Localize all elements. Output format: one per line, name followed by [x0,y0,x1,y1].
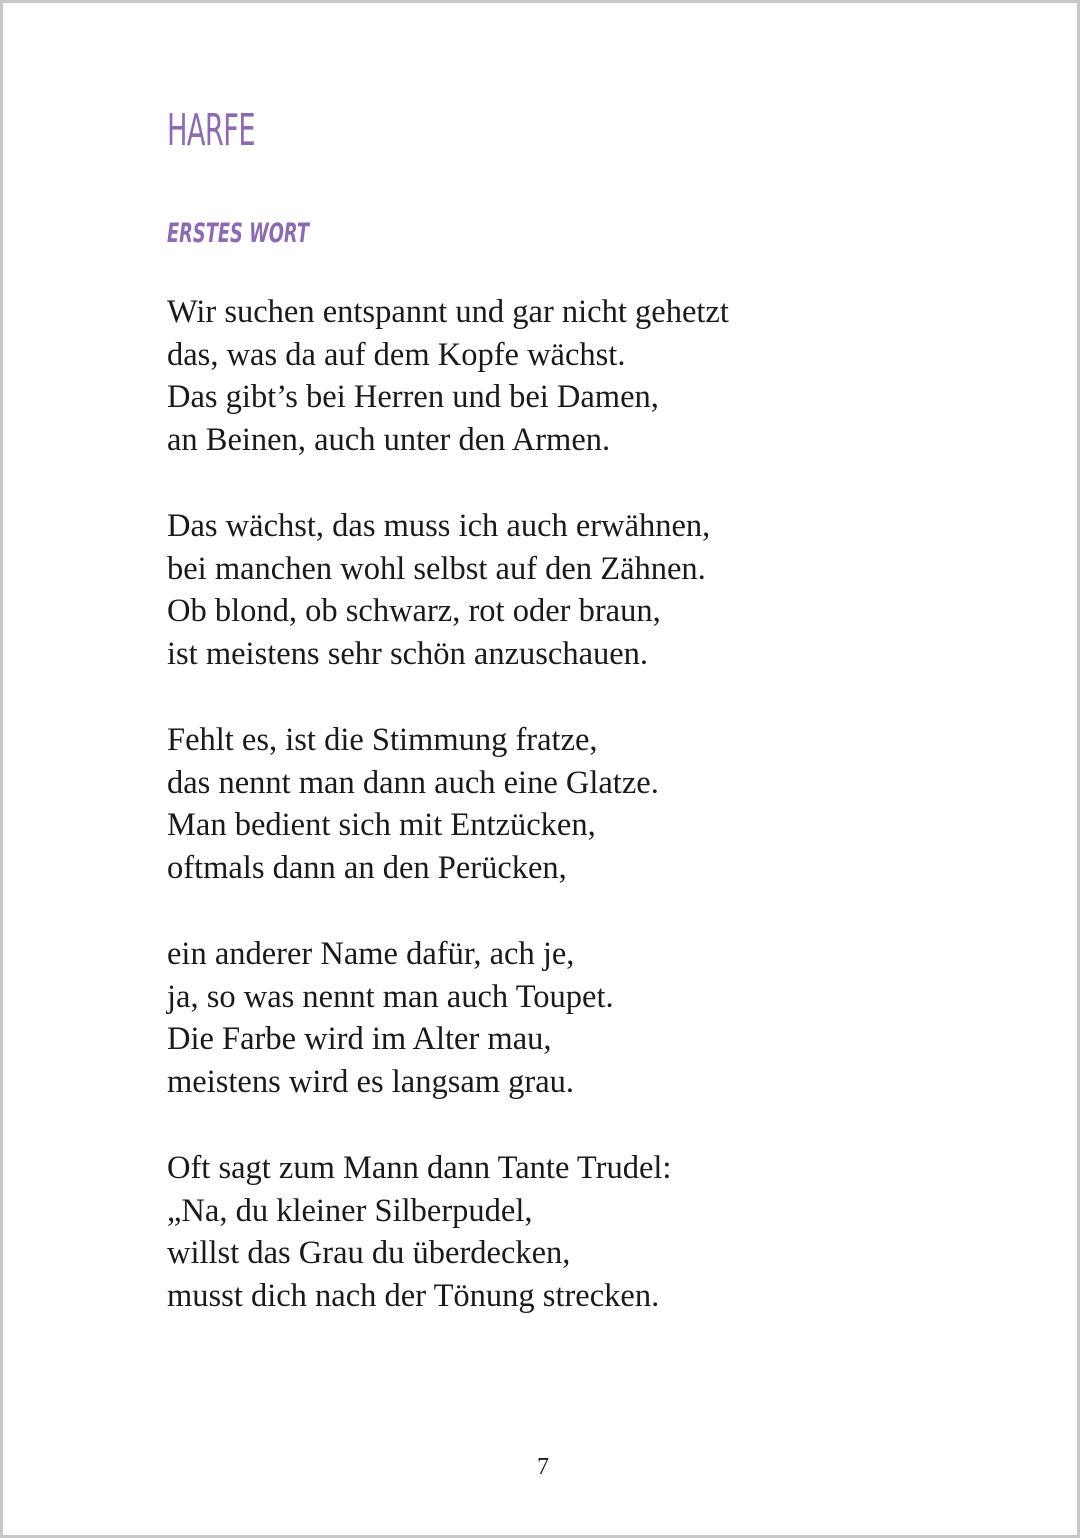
poem-line: ein anderer Name dafür, ach je, [167,936,575,972]
poem-line: Wir suchen entspannt und gar nicht gehetzt [167,294,729,330]
stanza [167,1147,927,1318]
poem-line: Oft sagt zum Mann dann Tante Trudel: [167,1150,672,1186]
stanza [167,719,927,890]
poem-line: das, was da auf dem Kopfe wächst. [167,336,626,373]
poem-line: meistens wird es langsam grau. [167,1064,575,1101]
poem-line: musst dich nach der Tönung strecken. [167,1278,660,1315]
poem-line: das nennt man dann auch eine Glatze. [167,764,659,801]
poem-line: Man bedient sich mit Entzücken, [167,807,596,844]
poem-line: Die Farbe wird im Alter mau, [167,1021,552,1058]
stanza [167,933,927,1104]
poem-line: Ob blond, ob schwarz, rot oder braun, [167,593,661,630]
poem-line: Fehlt es, ist die Stimmung fratze, [167,722,598,758]
poem-line: Das gibt’s bei Herren und bei Damen, [167,379,659,416]
poem-line: „Na, du kleiner Silberpudel, [167,1192,533,1229]
poem-line: ist meistens sehr schön anzuschauen. [167,636,649,673]
poem-title: HARFE [167,105,255,156]
poem-line: Das wächst, das muss ich auch erwähnen, [167,508,711,544]
stanza [167,505,927,676]
poem-body [167,291,927,1361]
poem-subtitle: ERSTES WORT [167,218,309,249]
stanza [167,291,927,462]
poem-line: willst das Grau du überdecken, [167,1235,571,1272]
poem-line: oftmals dann an den Perücken, [167,850,567,887]
poem-line: ja, so was nennt man auch Toupet. [167,978,614,1015]
poem-line: bei manchen wohl selbst auf den Zähnen. [167,550,706,587]
page-number: 7 [537,1454,549,1480]
poem-line: an Beinen, auch unter den Armen. [167,422,611,459]
